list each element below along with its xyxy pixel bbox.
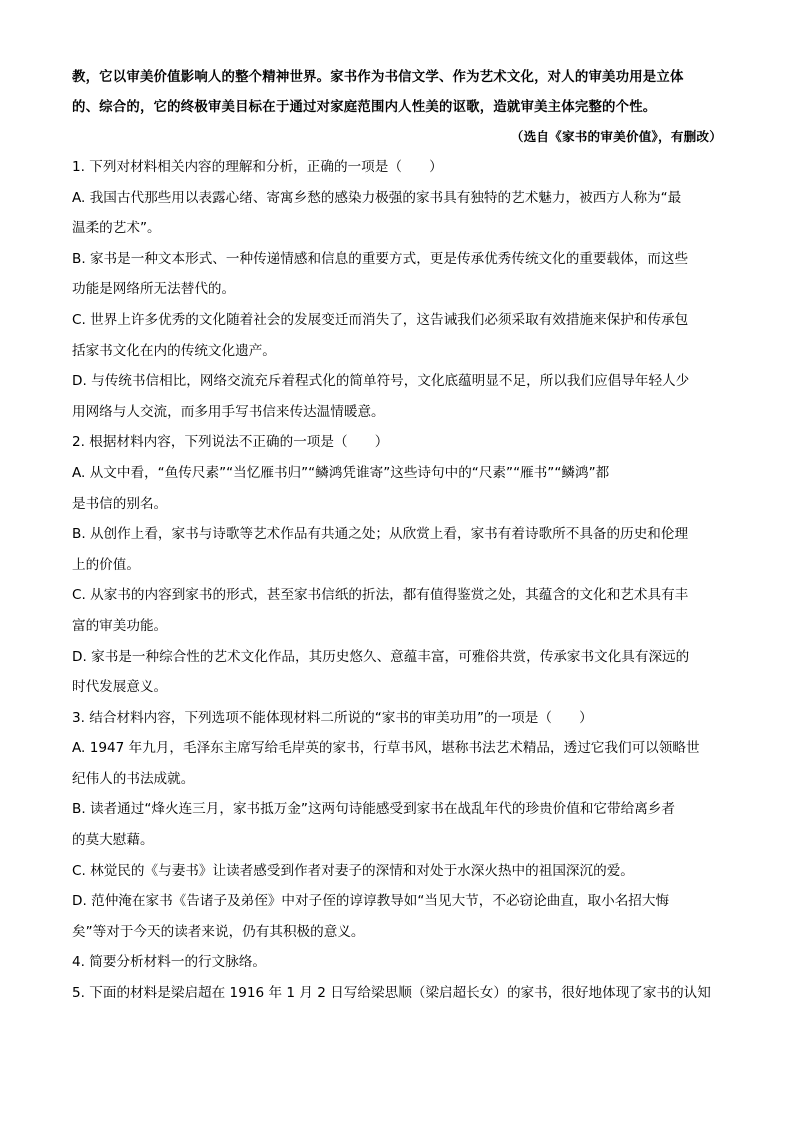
question-3-option-c: C. 林觉民的《与妻书》让读者感受到作者对妻子的深情和对处于水深火热中的祖国深沉的爱。 — [72, 862, 634, 879]
question-1-option-b: B. 家书是一种文本形式、一种传递情感和信息的重要方式，更是传承优秀传统文化的重要载体，而这些 功能是网络所无法替代的。 — [72, 250, 689, 298]
question-1-stem: 1. 下列对材料相关内容的理解和分析，正确的一项是（ ） — [72, 159, 443, 175]
passage-source: （选自《家书的审美价值》，有删改） — [510, 129, 722, 144]
question-1-option-d: D. 与传统书信相比，网络交流充斥着程式化的简单符号，文化底蕴明显不足，所以我们应倡导年轻人少 用网络与人交流，而多用手写书信来传达温情暖意。 — [72, 373, 690, 420]
passage-line: 的、综合的，它的终极审美目标在于通过对家庭范围内人性美的讴歌，造就审美主体完整的个性。 — [72, 99, 657, 115]
question-2-option-c: C. 从家书的内容到家书的形式，甚至家书信纸的折法，都有值得鉴赏之处，其蕴含的文化和艺术具有丰 富的审美功能。 — [72, 587, 689, 634]
question-2-stem: 2. 根据材料内容，下列说法不正确的一项是（ ） — [72, 434, 389, 451]
question-5-stem: 5. 下面的材料是梁启超在 1916 年 1 月 2 日写给梁思顺（梁启超长女）的家书，很好地体现了家书的认知 — [72, 985, 711, 1002]
passage-excerpt — [72, 62, 722, 152]
question-3-option-a: A. 1947 年九月，毛泽东主席写给毛岸英的家书，行草书风，堪称书法艺术精品，透过它我们可以领略世 纪伟人的书法成就。 — [72, 740, 700, 787]
question-2-option-a: A. 从文中看，“鱼传尺素”“当忆雁书归”“鳞鸿凭谁寄”这些诗句中的“尺素”“雁书”“鳞鸿”都 是书信的别名。 — [72, 464, 610, 512]
question-2-option-d: D. 家书是一种综合性的艺术文化作品，其历史悠久、意蕴丰富，可雅俗共赏，传承家书文化具有深远的 时代发展意义。 — [72, 648, 690, 696]
question-1-option-c: C. 世界上许多优秀的文化随着社会的发展变迁而消失了，这告诫我们必须采取有效措施来保护和传承包 括家书文化在内的传统文化遗产。 — [72, 311, 689, 359]
passage-line: 教，它以审美价值影响人的整个精神世界。家书作为书信文学、作为艺术文化，对人的审美功用是立体 — [72, 69, 684, 85]
question-3-option-b: B. 读者通过“烽火连三月，家书抵万金”这两句诗能感受到家书在战乱年代的珍贵价值和它带给离乡者 的莫大慰藉。 — [72, 801, 675, 849]
question-3-option-d: D. 范仲淹在家书《告诸子及弟侄》中对子侄的谆谆教导如“当见大节，不必窃论曲直，取小名招大悔 矣”等对于今天的读者来说，仍有其积极的意义。 — [72, 893, 670, 940]
question-3-stem: 3. 结合材料内容，下列选项不能体现材料二所说的“家书的审美功用”的一项是（ ） — [72, 709, 593, 726]
question-2-option-b: B. 从创作上看，家书与诗歌等艺术作品有共通之处；从欣赏上看，家书有着诗歌所不具备的历史和伦理 上的价值。 — [72, 526, 689, 573]
question-1-option-a: A. 我国古代那些用以表露心绪、寄寓乡愁的感染力极强的家书具有独特的艺术魅力，被西方人称为“最 温柔的艺术”。 — [72, 189, 682, 237]
document-page — [72, 62, 722, 1009]
question-4-stem: 4. 简要分析材料一的行文脉络。 — [72, 954, 267, 971]
